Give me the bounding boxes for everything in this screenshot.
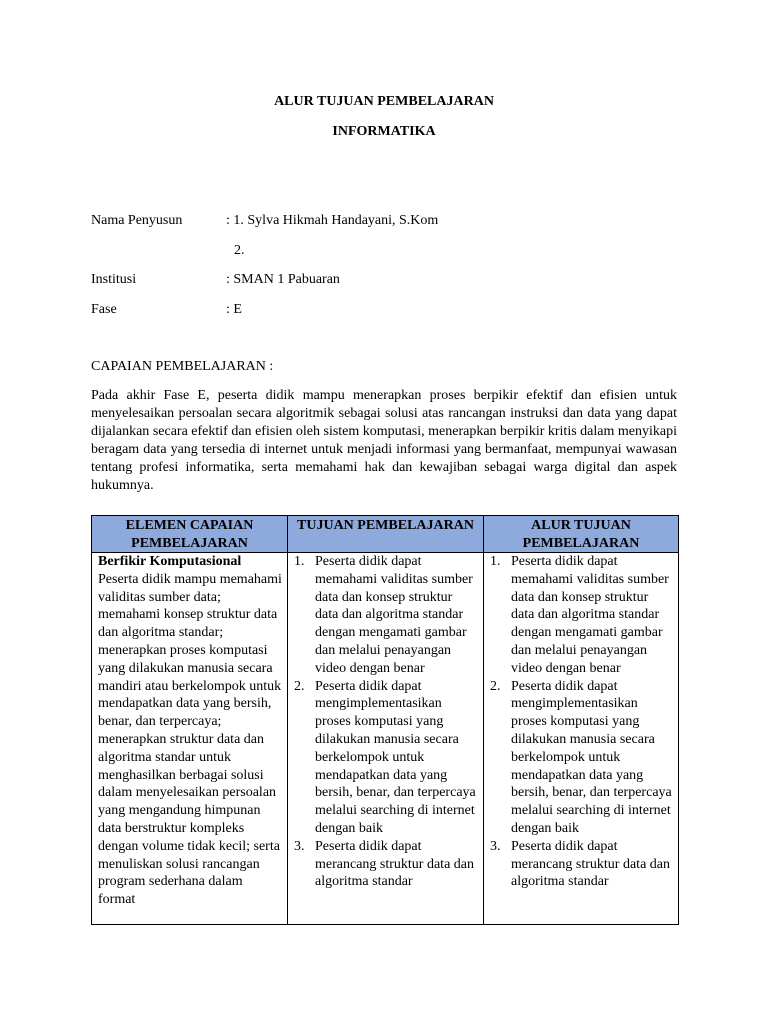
list-item: 3. Peserta didik dapat merancang struktur data dan algoritma standar — [294, 838, 474, 890]
capaian-heading: CAPAIAN PEMBELAJARAN : — [91, 359, 274, 374]
info-value-nama-penyusun: : 1. Sylva Hikmah Handayani, S.Kom — [226, 213, 439, 228]
list-item: 1. Peserta didik dapat memahami validitas sumber data dan konsep struktur data dan algoritma standar dengan mengamati gambar dan melalui penayangan video dengan benar — [490, 554, 669, 676]
info-value-fase: : E — [226, 302, 242, 317]
document-title: ALUR TUJUAN PEMBELAJARAN — [274, 94, 494, 109]
tujuan-list — [294, 553, 478, 891]
elemen-title: Berfikir Komputasional — [98, 554, 242, 569]
cell-tujuan — [288, 553, 484, 925]
document-subject: INFORMATIKA — [332, 124, 436, 139]
header-tujuan: TUJUAN PEMBELAJARAN — [288, 516, 484, 553]
list-item: 2. Peserta didik dapat mengimplementasikan proses komputasi yang dilakukan manusia secara berkelompok untuk mendapatkan data yang bersih, benar, dan terpercaya melalui searching di internet dengan baik — [294, 678, 476, 836]
info-label-institusi: Institusi — [91, 272, 137, 287]
capaian-paragraph: Pada akhir Fase E, peserta didik mampu menerapkan proses berpikir efektif dan efisien untuk menyelesaikan persoalan secara algoritmik sebagai solusi atas rancangan instruksi dan data yang dapat dijalankan secara efektif dan efisien oleh sistem komputasi, menerapkan berpikir kritis dalam menyikapi beragam data yang tersedia di internet untuk menjadi informasi yang bermanfaat, mempunyai wawasan tentang profesi informatika, serta memahami hak dan kewajiban sebagai warga digital dan aspek hukumnya. — [91, 388, 677, 493]
cell-alur — [484, 553, 679, 925]
header-elemen: ELEMEN CAPAIAN PEMBELAJARAN — [92, 516, 288, 553]
info-label-fase: Fase — [91, 302, 117, 317]
list-item: 3. Peserta didik dapat merancang struktur data dan algoritma standar — [490, 838, 670, 890]
header-alur: ALUR TUJUAN PEMBELAJARAN — [484, 516, 679, 553]
table-header-row — [92, 516, 679, 553]
info-value-penyusun-2: 2. — [234, 243, 245, 258]
table-row — [92, 553, 679, 925]
alur-list — [490, 553, 673, 891]
list-item: 1. Peserta didik dapat memahami validitas sumber data dan konsep struktur data dan algoritma standar dengan mengamati gambar dan melalui penayangan video dengan benar — [294, 554, 473, 676]
info-value-institusi: : SMAN 1 Pabuaran — [226, 272, 340, 287]
info-label-nama-penyusun: Nama Penyusun — [91, 213, 183, 228]
cell-elemen — [92, 553, 288, 925]
elemen-text: Peserta didik mampu memahami validitas sumber data; memahami konsep struktur data dan algoritma standar; menerapkan proses komputasi yang dilakukan manusia secara mandiri atau berkelompok untuk mendapatkan data yang bersih, benar, dan terpercaya; menerapkan struktur data dan algoritma standar untuk menghasilkan berbagai solusi dalam menyelesaikan persoalan yang mengandung himpunan data berstruktur kompleks dengan volume tidak kecil; serta menuliskan solusi rancangan program sederhana dalam format — [98, 571, 282, 908]
alur-table — [91, 515, 679, 925]
list-item: 2. Peserta didik dapat mengimplementasikan proses komputasi yang dilakukan manusia secara berkelompok untuk mendapatkan data yang bersih, benar, dan terpercaya melalui searching di internet dengan baik — [490, 678, 672, 836]
